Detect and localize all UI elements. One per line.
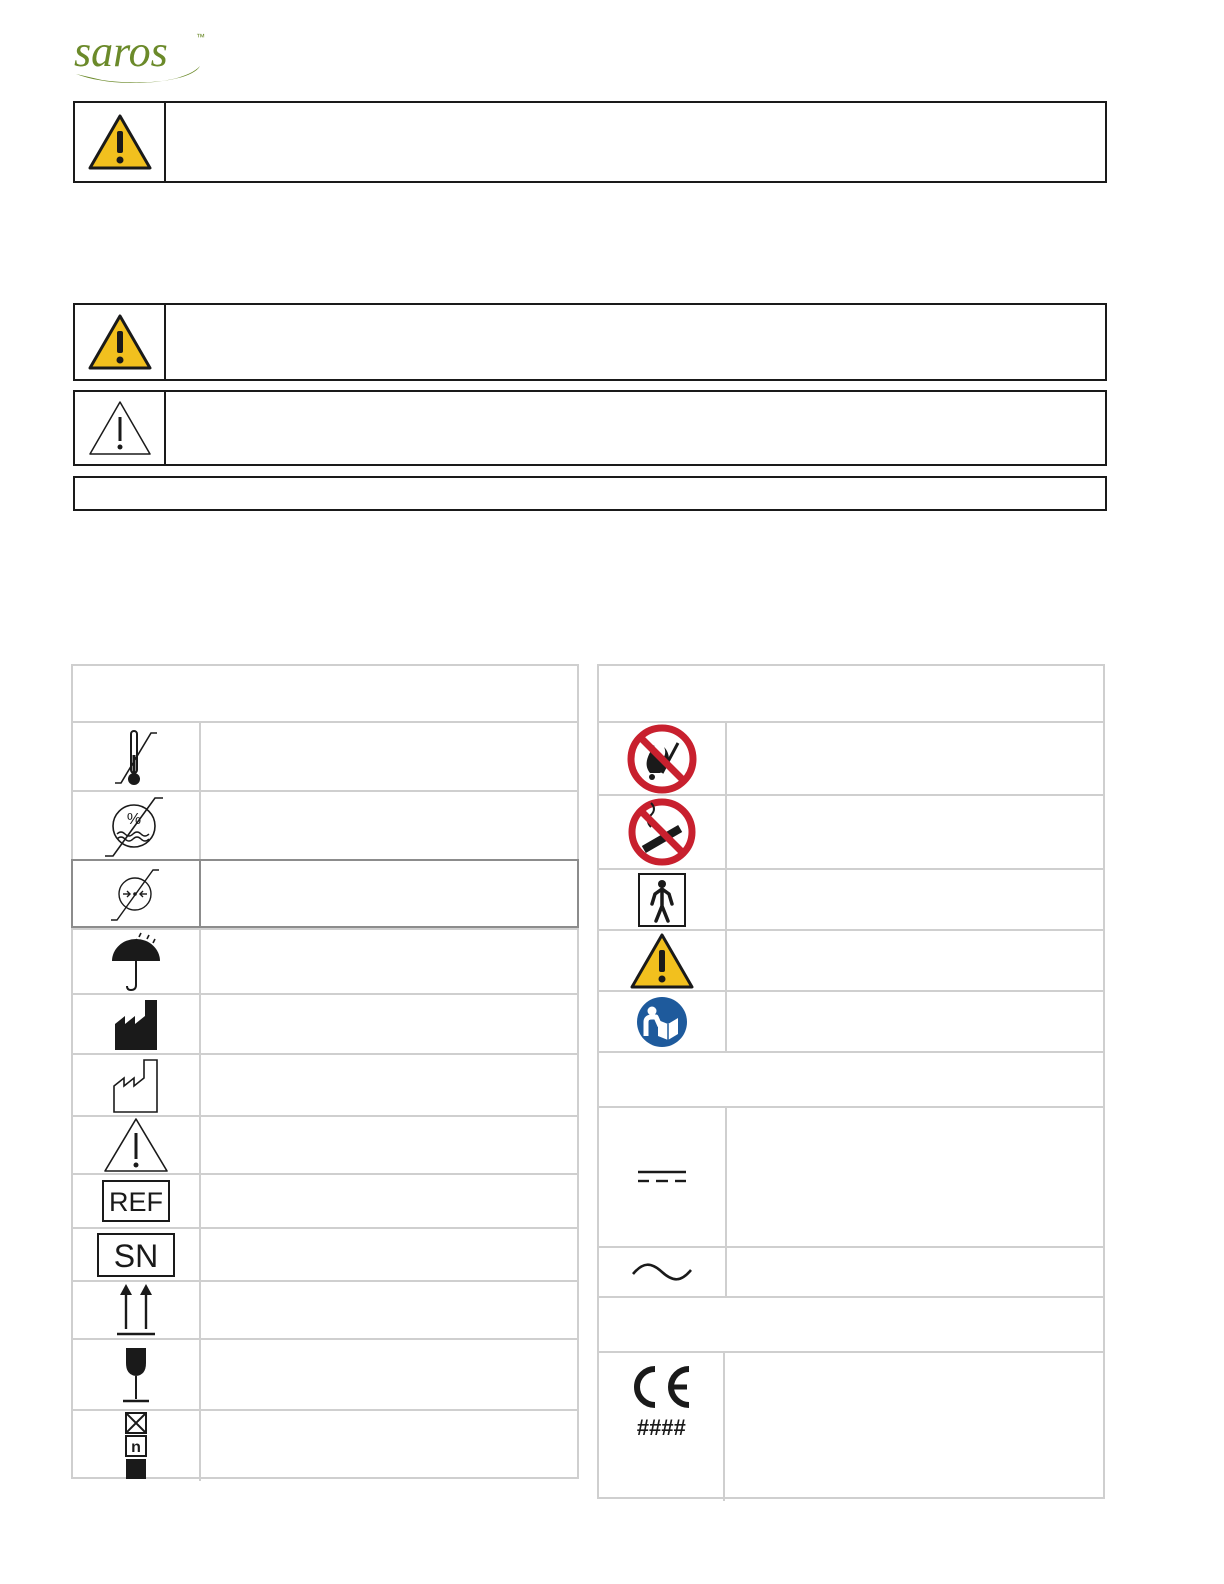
table-row <box>73 1115 577 1173</box>
this-way-up-icon <box>114 1283 158 1337</box>
manufacturer-icon <box>113 996 159 1052</box>
table-row <box>73 1053 577 1115</box>
table-row <box>73 1280 577 1338</box>
caution-triangle-outline-icon <box>87 399 153 457</box>
table-row <box>599 794 1103 868</box>
warning-box-1 <box>73 101 1107 183</box>
table-row <box>73 1173 577 1227</box>
trademark-mark: ™ <box>196 32 205 42</box>
warning-box-2 <box>73 303 1107 381</box>
ref-label: REF <box>109 1187 163 1217</box>
humidity-limit-icon <box>103 794 169 858</box>
table-row <box>599 1351 1103 1501</box>
no-smoking-icon <box>627 797 697 867</box>
warning-triangle-yellow-icon <box>629 932 695 990</box>
stacking-n-label: n <box>131 1439 141 1456</box>
table-row <box>599 868 1103 929</box>
table-row <box>599 1106 1103 1246</box>
catalogue-number-icon <box>101 1179 171 1223</box>
caution-icon <box>103 1117 169 1173</box>
section-header <box>599 1296 1103 1351</box>
saros-logo <box>72 26 212 88</box>
keep-dry-umbrella-icon <box>109 931 163 993</box>
fragile-icon <box>119 1345 153 1405</box>
symbol-table-left <box>71 664 579 1479</box>
ce-mark-icon <box>621 1361 701 1441</box>
logo-text: saros <box>74 27 168 76</box>
table-row <box>73 993 577 1053</box>
temperature-limit-icon <box>111 725 161 789</box>
section-header <box>599 1051 1103 1106</box>
symbol-table-right <box>597 664 1105 1499</box>
table-row <box>71 859 579 928</box>
table-row <box>73 1227 577 1280</box>
sn-label: SN <box>113 1237 159 1274</box>
table-row <box>599 929 1103 990</box>
note-box <box>73 476 1107 511</box>
date-of-manufacture-icon <box>111 1056 161 1114</box>
stacking-limit-icon <box>122 1411 150 1481</box>
warning-triangle-yellow-icon <box>87 313 153 371</box>
alternating-current-icon <box>631 1260 693 1284</box>
caution-icon-cell <box>75 392 166 464</box>
caution-box <box>73 390 1107 466</box>
table-row <box>73 1338 577 1409</box>
warning-icon-cell <box>75 305 166 379</box>
direct-current-icon <box>636 1167 688 1187</box>
table-row <box>73 790 577 859</box>
notified-body-number: #### <box>636 1415 686 1440</box>
read-manual-icon <box>636 996 688 1048</box>
serial-number-icon <box>96 1232 176 1278</box>
no-open-flame-icon <box>626 723 698 795</box>
table-row <box>599 721 1103 794</box>
table-row <box>73 721 577 790</box>
table-row <box>73 928 577 993</box>
table-row <box>599 990 1103 1051</box>
warning-icon-cell <box>75 103 166 181</box>
warning-triangle-yellow-icon <box>87 113 153 171</box>
type-bf-applied-part-icon <box>637 872 687 928</box>
svg-text:%: % <box>126 810 142 828</box>
atmospheric-pressure-limit-icon <box>109 866 163 922</box>
table-row <box>73 1409 577 1481</box>
table-row <box>599 1246 1103 1296</box>
